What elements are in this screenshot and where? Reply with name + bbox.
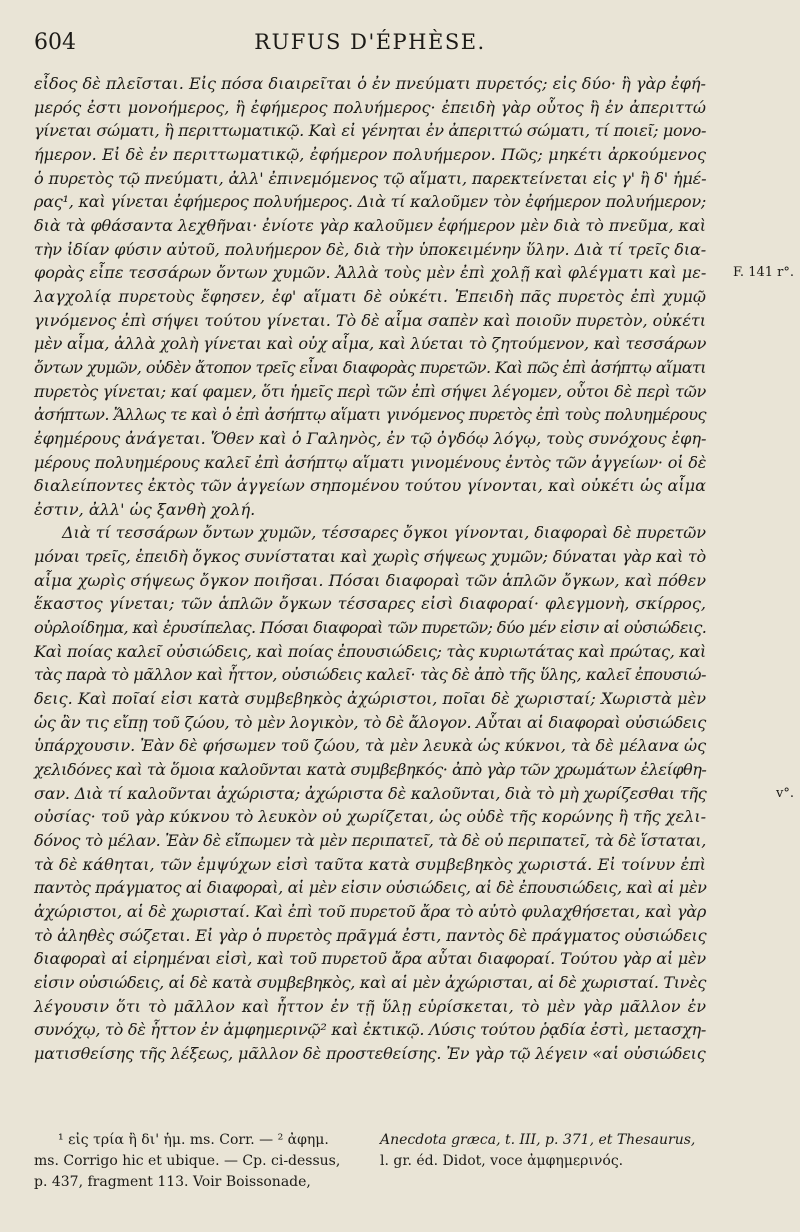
footnote-line: Anecdota græca, t. III, p. 371, et Thesaurus, — [380, 1132, 696, 1148]
text-line: διὰ τὰ φθάσαντα λεχθῆναι· ἐνίοτε γὰρ καλοῦμεν ἐφήμερον μὲν διὰ τὸ πνεῦμα, καὶ — [34, 215, 707, 235]
margin-note: v°. — [776, 785, 794, 801]
text-line: ὁ πυρετὸς τῷ πνεύματι, ἀλλ' ἐπινεμόμενος τῷ αἵματι, παρεκτείνεται εἰς γ' ἢ δ' ἡμέ- — [34, 168, 707, 188]
text-line: Διὰ τί τεσσάρων ὄντων χυμῶν, τέσσαρες ὄγκοι γίνονται, διαφοραὶ δὲ πυρετῶν — [62, 523, 707, 543]
text-line: ὑπάρχουσιν. Ἐὰν δὲ φήσωμεν τοῦ ζώου, τὰ μὲν λευκὰ ὡς κύκνοι, τὰ δὲ μέλανα ὡς — [34, 736, 706, 756]
text-line: μερός ἐστι μονοήμερος, ἢ ἐφήμερος πολυήμερος· ἐπειδὴ γὰρ οὗτος ἢ ἐν ἀπεριττώ — [34, 97, 706, 117]
text-line: γινόμενος ἐπὶ σήψει τούτου γίνεται. Τὸ δὲ αἷμα σαπὲν καὶ ποιοῦν πυρετὸν, οὐκέτι — [34, 310, 706, 330]
text-line: Καὶ ποίας καλεῖ οὐσιώδεις, καὶ ποίας ἐπουσιώδεις; τὰς κυριωτάτας καὶ πρώτας, καὶ — [34, 641, 706, 661]
text-line: ὄντων χυμῶν, οὐδὲν ἄτοπον τρεῖς εἶναι διαφορὰς πυρετῶν. Καὶ πῶς ἐπὶ ἀσήπτῳ αἵματι — [34, 357, 706, 377]
text-line: εἶδος δὲ πλεῖσται. Εἰς πόσα διαιρεῖται ὁ ἐν πνεύματι πυρετός; εἰς δύο· ἢ γὰρ ἐφή- — [34, 74, 706, 93]
text-line: ἐστιν, ἀλλ' ὡς ξανθὴ χολή. — [34, 499, 256, 519]
text-line: λαγχολίᾳ πυρετοὺς ἔφησεν, ἐφ' αἵματι δὲ οὐκέτι. Ἐπειδὴ πᾶς πυρετὸς ἐπὶ χυμῷ — [34, 286, 706, 306]
text-line: τὰ δὲ κάθηται, τῶν ἐμψύχων εἰσὶ ταῦτα κατὰ συμβεβηκὸς χωριστά. Εἰ τοίνυν ἐπὶ — [34, 854, 706, 874]
text-line: ἕκαστος γίνεται; τῶν ἁπλῶν ὄγκων τέσσαρες εἰσὶ διαφοραί· φλεγμονὴ, σκίρρος, — [34, 594, 706, 614]
text-line: ἀσήπτων. Ἄλλως τε καὶ ὁ ἐπὶ ἀσήπτῳ αἵματι γινόμενος πυρετὸς ἐπὶ τοὺς πολυημέρους — [34, 405, 706, 425]
footnote-line: p. 437, fragment 113. Voir Boissonade, — [34, 1174, 311, 1190]
text-line: διαφοραὶ αἱ εἰρημέναι εἰσὶ, καὶ τοῦ πυρετοῦ ἄρα αὗται διαφοραί. Τούτου γὰρ αἱ μὲν — [34, 949, 706, 969]
running-head: RUFUS D'ÉPHÈSE. — [254, 30, 486, 54]
footnote-line: ¹ εἰς τρία ἢ δι' ἡμ. ms. Corr. — ² ἀφημ. — [58, 1132, 329, 1148]
text-line: τὰς παρὰ τὸ μᾶλλον καὶ ἧττον, οὐσιώδεις καλεῖ· τὰς δὲ ἀπὸ τῆς ὕλης, καλεῖ ἐπουσιώ- — [34, 665, 706, 685]
text-line: οὐρλοίδημα, καὶ ἐρυσίπελας. Πόσαι διαφοραὶ τῶν πυρετῶν; δύο μέν εἰσιν αἱ οὐσιώδεις. — [34, 618, 707, 638]
text-line: χελιδόνες καὶ τὰ ὅμοια καλοῦνται κατὰ συμβεβηκός· ἀπὸ γὰρ τῶν χρωμάτων ἐλείφθη- — [34, 760, 707, 780]
text-line: πυρετὸς γίνεται; καί φαμεν, ὅτι ἡμεῖς περὶ τῶν ἐπὶ σήψει λέγομεν, οὗτοι δὲ περὶ τῶν — [34, 381, 706, 401]
text-line: δεις. Καὶ ποῖαί εἰσι κατὰ συμβεβηκὸς ἀχώριστοι, ποῖαι δὲ χωρισταί; Χωριστὰ μὲν — [34, 689, 706, 709]
text-line: σαν. Διὰ τί καλοῦνται ἀχώριστα; ἀχώριστα δὲ καλοῦνται, διὰ τὸ μὴ χωρίζεσθαι τῆς — [34, 783, 707, 803]
text-line: γίνεται σώματι, ἢ περιττωματικῷ. Καὶ εἰ γένηται ἐν ἀπεριττώ σώματι, τί ποιεῖ; μονο- — [34, 121, 706, 141]
paragraph — [34, 521, 706, 1065]
page-header — [34, 30, 706, 60]
text-line: ρας¹, καὶ γίνεται ἐφήμερος πολυήμερος. Διὰ τί καλοῦμεν τὸν ἐφήμερον πολυήμερον; — [34, 192, 706, 212]
footnotes-right-column — [380, 1130, 710, 1172]
text-line: παντὸς πράγματος αἱ διαφοραὶ, αἱ μὲν εἰσιν οὐσιώδεις, αἱ δὲ ἐπουσιώδεις, καὶ αἱ μὲν — [34, 878, 707, 898]
text-line: εἰσιν οὐσιώδεις, αἱ δὲ κατὰ συμβεβηκὸς, καὶ αἱ μὲν ἀχώρισται, αἱ δὲ χωρισταί. Τινὲς — [34, 972, 706, 992]
text-line: αἷμα χωρὶς σήψεως ὄγκον ποιῆσαι. Πόσαι διαφοραὶ τῶν ἁπλῶν ὄγκων, καὶ πόθεν — [34, 570, 707, 590]
text-line: τὸ ἀληθὲς σώζεται. Εἰ γὰρ ὁ πυρετὸς πρᾶγμά ἐστι, παντὸς δὲ πράγματος οὐσιώδεις — [34, 925, 707, 945]
footnote-line: l. gr. éd. Didot, voce ἀμφημερινός. — [380, 1153, 624, 1169]
text-line: οὐσίας· τοῦ γὰρ κύκνου τὸ λευκὸν οὐ χωρίζεται, ὡς οὐδὲ τῆς κορώνης ἢ τῆς χελι- — [34, 807, 707, 827]
text-line: δόνος τὸ μέλαν. Ἐὰν δὲ εἴπωμεν τὰ μὲν περιπατεῖ, τὰ δὲ οὐ περιπατεῖ, τὰ δὲ ἵσταται, — [34, 831, 706, 850]
text-line: τὴν ἰδίαν φύσιν αὐτοῦ, πολυήμερον δὲ, διὰ τὴν ὑποκειμένην ὕλην. Διὰ τί τρεῖς δια- — [34, 239, 706, 259]
text-line: ἀχώριστοι, αἱ δὲ χωρισταί. Καὶ ἐπὶ τοῦ πυρετοῦ ἄρα τὸ αὐτὸ φυλαχθήσεται, καὶ γὰρ — [34, 901, 707, 921]
text-line: μέρους πολυημέρους καλεῖ ἐπὶ ἀσήπτῳ αἵματι γινομένους ἐντὸς τῶν ἀγγείων· οἱ δὲ — [34, 452, 707, 472]
text-line: μόναι τρεῖς, ἐπειδὴ ὄγκος συνίσταται καὶ χωρὶς σήψεως χυμῶν; δύναται γὰρ καὶ τὸ — [34, 547, 706, 567]
text-line: ήμερον. Εἰ δὲ ἐν περιττωματικῷ, ἐφήμερον πολυήμερον. Πῶς; μηκέτι ἀρκούμενος — [34, 144, 706, 164]
footnote-line: ms. Corrigo hic et ubique. — Cp. ci-dessus, — [34, 1153, 341, 1169]
text-line: συνόχῳ, τὸ δὲ ἧττον ἐν ἀμφημερινῷ² καὶ ἐκτικῷ. Λύσις τούτου ῥᾳδία ἐστὶ, μετασχη- — [34, 1020, 706, 1040]
footnotes-left-column — [34, 1130, 354, 1193]
text-line: διαλείποντες ἐκτὸς τῶν ἀγγείων σηπομένου τούτου γίνονται, καὶ οὐκέτι ὡς αἷμα — [34, 476, 706, 496]
margin-note: F. 141 r°. — [732, 265, 794, 281]
text-line: ματισθείσης τῆς λέξεως, μᾶλλον δὲ προστεθείσης. Ἐν γὰρ τῷ λέγειν «αἱ οὐσιώδεις — [34, 1043, 706, 1063]
text-line: λέγουσιν ὅτι τὸ μᾶλλον καὶ ἧττον ἐν τῇ ὕλῃ εὑρίσκεται, τὸ μὲν γὰρ μᾶλλον ἐν — [34, 996, 706, 1016]
text-line: ἐφημέρους ἀνάγεται. Ὅθεν καὶ ὁ Γαληνὸς, ἐν τῷ ὀγδόῳ λόγῳ, τοὺς συνόχους ἐφη- — [34, 428, 707, 448]
text-line: μὲν αἷμα, ἀλλὰ χολὴ γίνεται καὶ οὐχ αἷμα, καὶ λύεται τὸ ζητούμενον, καὶ τεσσάρων — [34, 334, 707, 354]
page-number: 604 — [34, 30, 76, 55]
text-line: φορὰς εἶπε τεσσάρων ὄντων χυμῶν. Ἀλλὰ τοὺς μὲν ἐπὶ χολῇ καὶ φλέγματι καὶ με- — [34, 263, 707, 283]
text-line: ὡς ἂν τις εἴπῃ τοῦ ζώου, τὸ μὲν λογικὸν, τὸ δὲ ἄλογον. Αὗται αἱ διαφοραὶ οὐσιώδεις — [34, 712, 706, 732]
main-text — [34, 72, 706, 1066]
paragraph — [34, 72, 706, 521]
